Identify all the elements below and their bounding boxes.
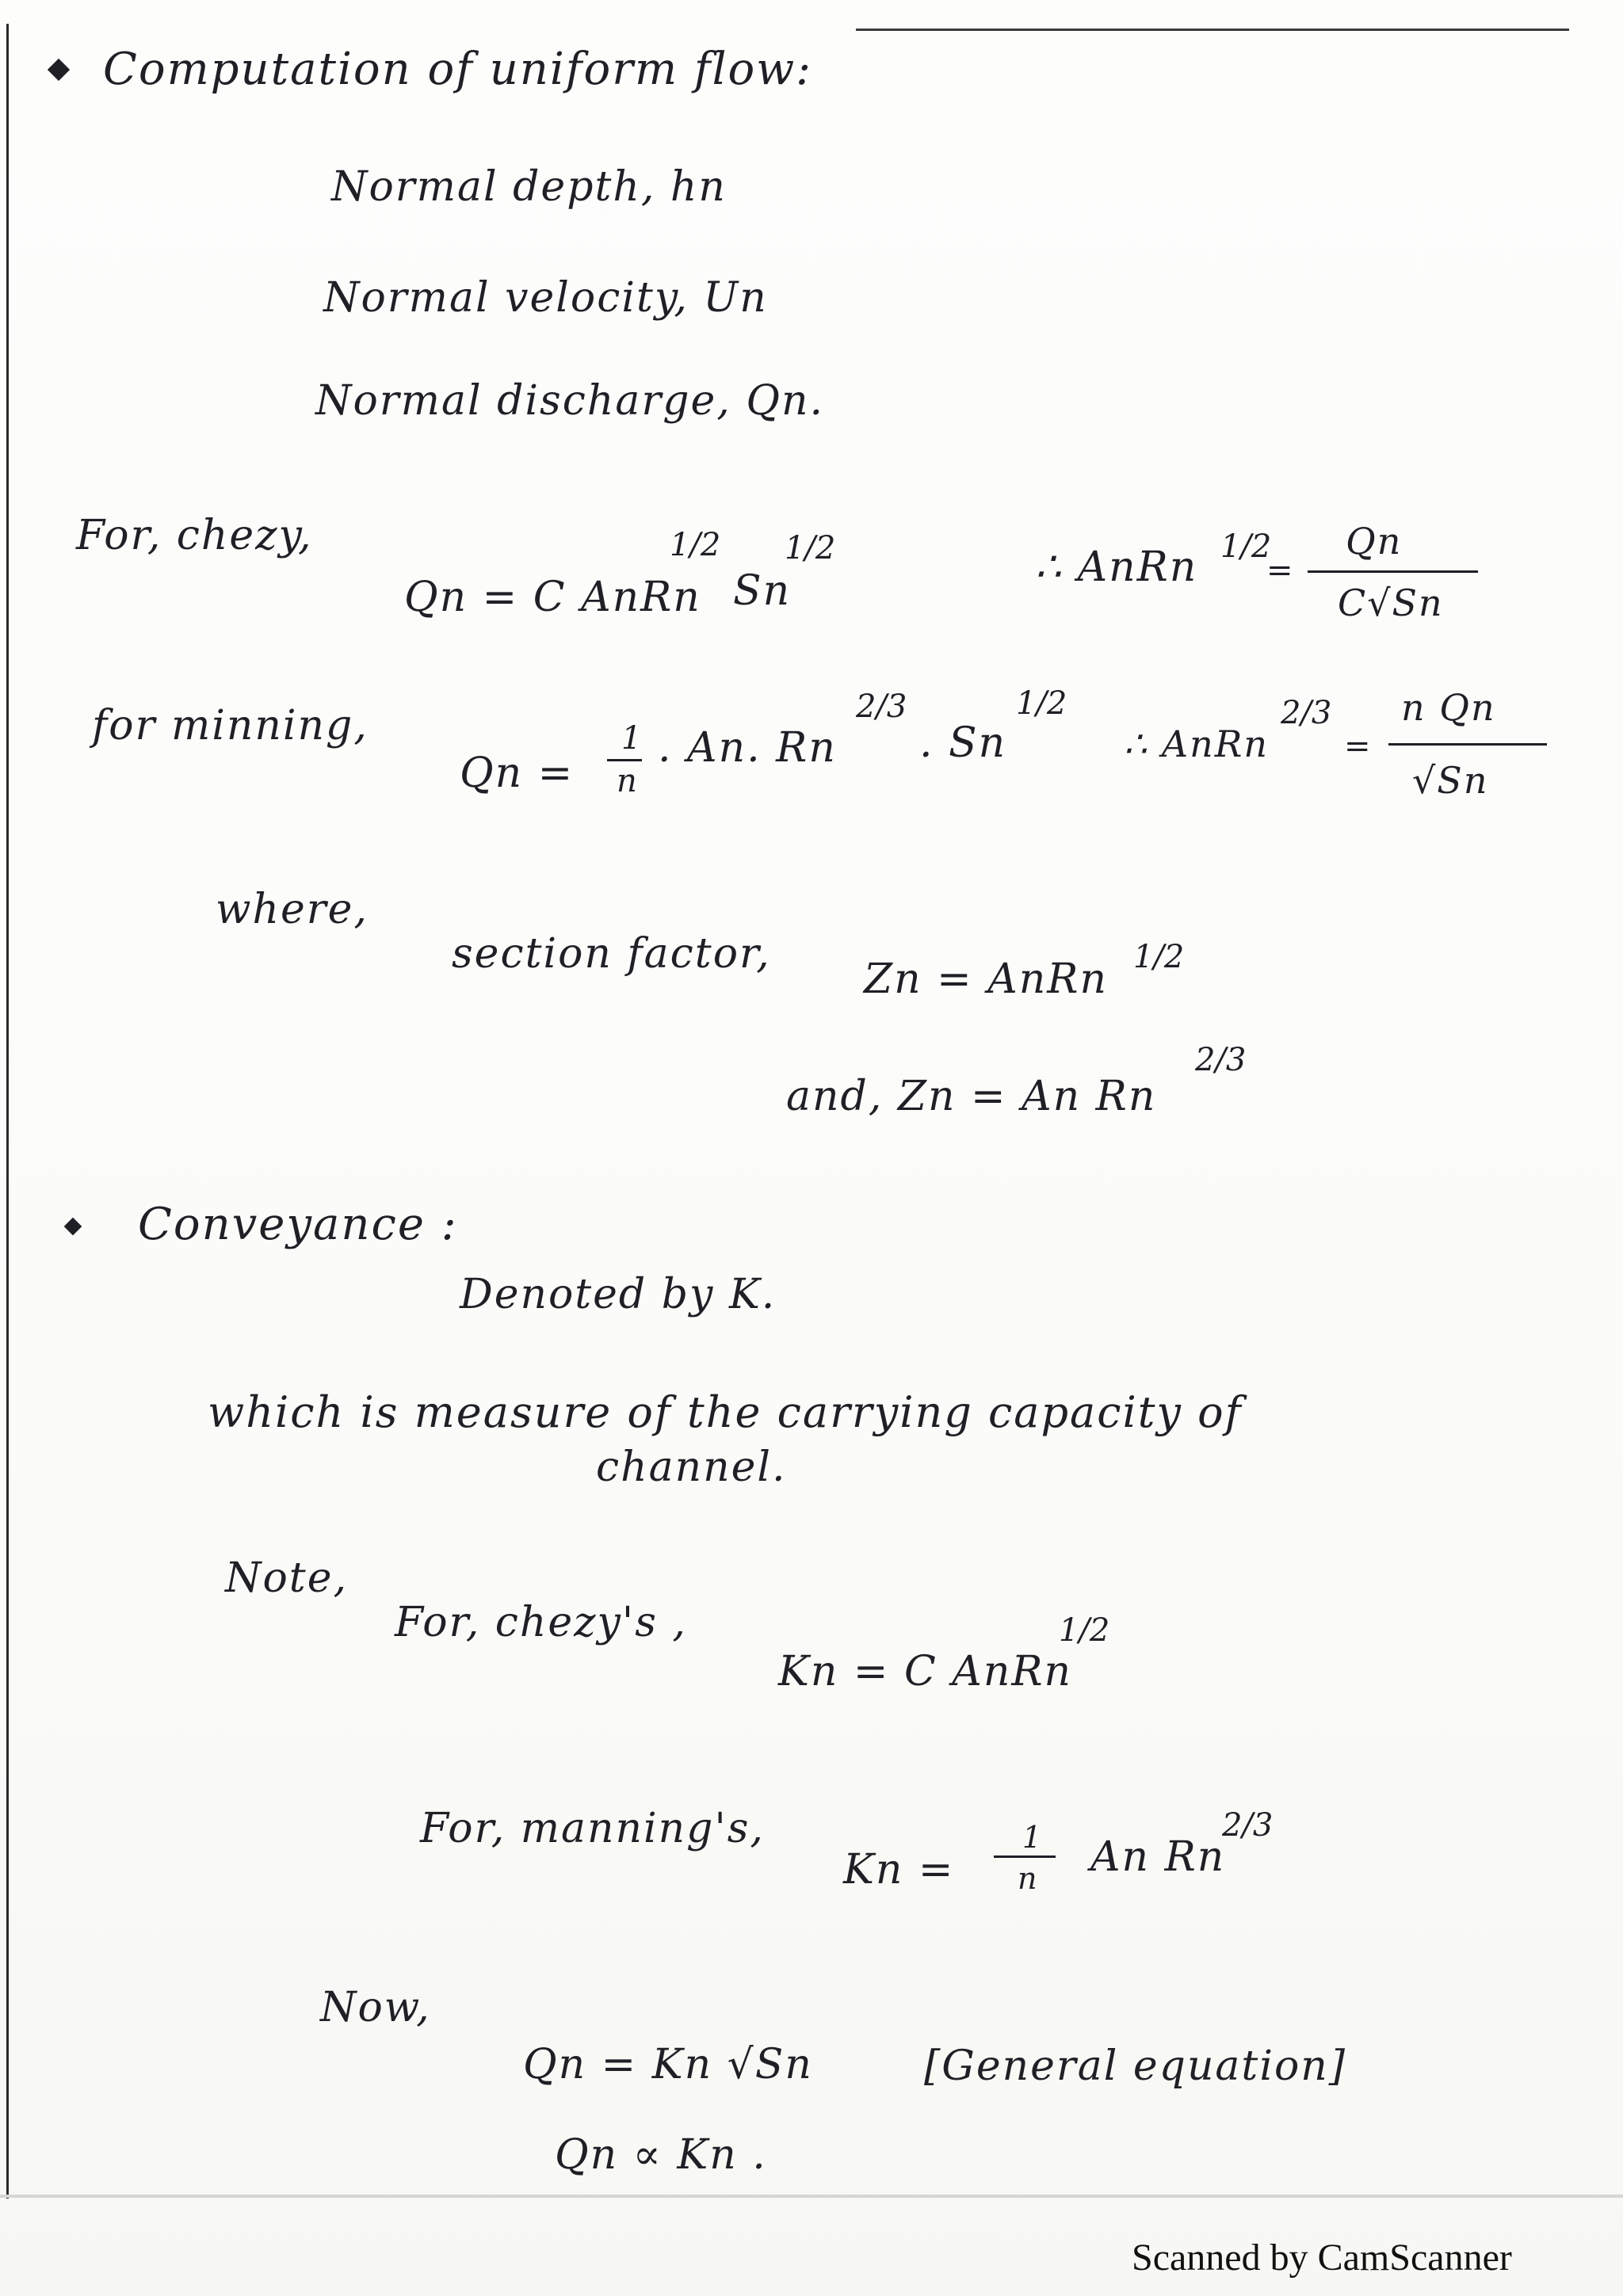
manning-terms: . An. Rn [658,724,837,772]
zn-chezy: Zn = AnRn [864,955,1108,1003]
chezy-result: ∴ AnRn [1035,543,1198,591]
fraction-bar [607,759,642,761]
section-heading: Computation of uniform flow: [103,44,813,95]
bottom-rule [0,2195,1623,2198]
exponent: 2/3 [1281,695,1332,731]
general-equation-label: [General equation] [924,2042,1347,2090]
list-item: Normal depth, hn [331,163,727,211]
conveyance-definition-end: channel. [596,1444,787,1491]
section-factor-label: section factor, [452,930,771,978]
exponent: 1/2 [1016,685,1067,722]
fraction-denominator: C√Sn [1338,582,1444,624]
kn-manning: Kn = [843,1846,955,1894]
note-label: Note, [225,1554,349,1602]
equals-sign: = [1266,552,1295,589]
exponent: 1/2 [1059,1612,1110,1649]
fraction-numerator: 1 [1022,1820,1044,1855]
mannings-label: For, manning's, [420,1805,765,1852]
conveyance-heading: Conveyance : [138,1199,458,1250]
kn-manning-rhs: An Rn [1090,1833,1226,1881]
where-label: where, [216,886,369,933]
zn-manning: and, Zn = An Rn [786,1073,1157,1120]
kn-chezy: Kn = C AnRn [778,1648,1072,1695]
exponent: 2/3 [1222,1807,1274,1844]
list-item: Normal discharge, Qn. [315,377,824,425]
chezy-label: For, chezy, [76,512,313,559]
exponent: 2/3 [856,688,907,725]
top-rule [856,29,1569,31]
chezy-slope: Sn [733,567,792,615]
now-label: Now, [320,1984,431,2031]
chezys-label: For, chezy's , [395,1599,687,1646]
exponent: 1/2 [785,530,836,566]
manning-equation: Qn = [460,749,575,797]
fraction-numerator: n Qn [1401,686,1496,729]
fraction-bar [1308,570,1478,573]
manning-label: for minning, [92,702,369,749]
chezy-equation: Qn = C AnRn [404,574,701,621]
fraction-numerator: Qn [1346,520,1403,563]
exponent: 1/2 [1133,939,1185,975]
fraction-numerator: 1 [621,720,643,757]
list-item: Normal velocity, Un [323,274,768,322]
exponent: 1/2 [1220,528,1272,565]
fraction-bar [994,1855,1056,1858]
fraction-denominator: n [617,763,639,799]
fraction-bar [1388,743,1547,746]
manning-result: ∴ AnRn [1124,723,1269,765]
manning-slope: . Sn [919,719,1007,767]
conveyance-definition: which is measure of the carrying capacity of [208,1387,1243,1437]
equals-sign: = [1344,728,1373,765]
scanner-watermark: Scanned by CamScanner [1132,2237,1512,2279]
conveyance-denoted: Denoted by K. [460,1271,777,1318]
fraction-denominator: √Sn [1412,759,1489,802]
fraction-denominator: n [1018,1861,1039,1896]
exponent: 2/3 [1195,1042,1247,1078]
general-equation: Qn = Kn √Sn [523,2041,813,2088]
exponent: 1/2 [670,527,721,563]
margin-rule [6,24,9,2199]
proportionality: Qn ∝ Kn . [555,2131,767,2179]
